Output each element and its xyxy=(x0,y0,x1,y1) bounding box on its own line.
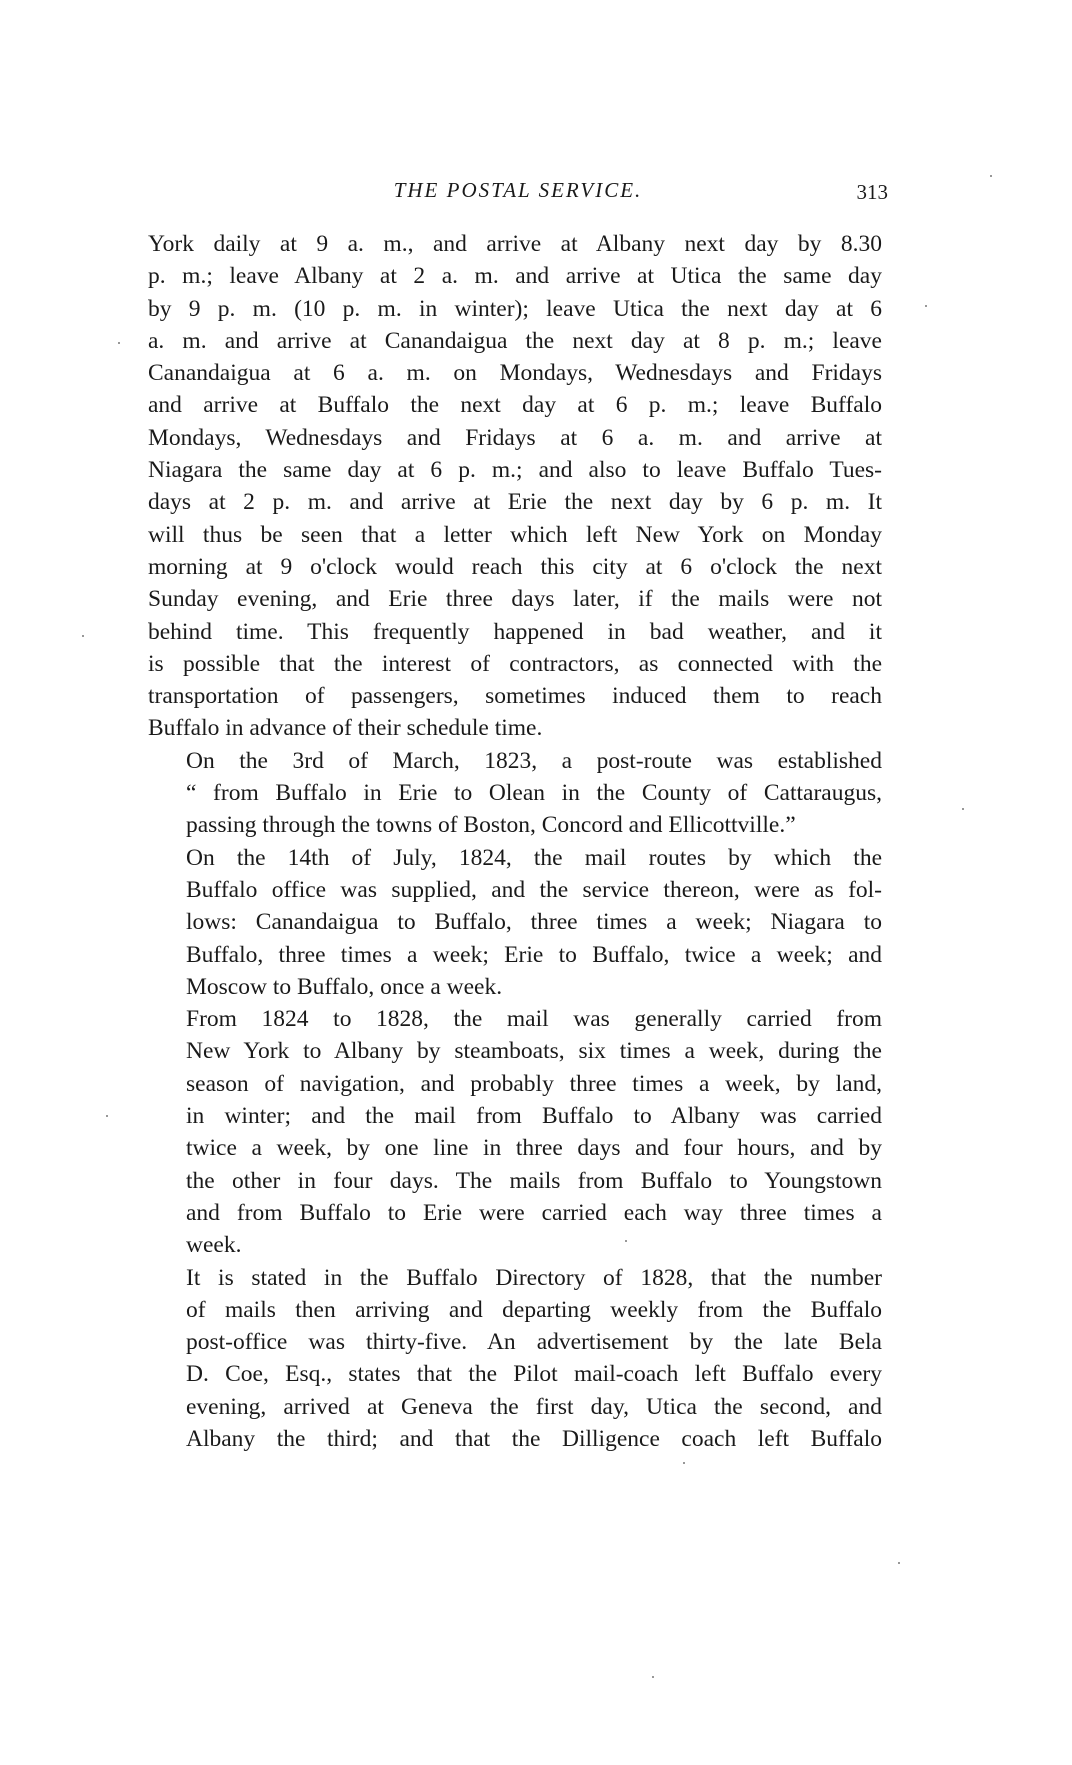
paper-speck xyxy=(118,342,120,344)
text-line: Sunday evening, and Erie three days later, if the mails were not xyxy=(148,586,882,613)
text-line: post-office was thirty-five. An advertisement by the late Bela xyxy=(186,1329,882,1356)
running-head xyxy=(148,178,888,212)
text-line: Moscow to Buffalo, once a week. xyxy=(186,973,503,1000)
paper-speck xyxy=(82,635,84,637)
text-line: Buffalo, three times a week; Erie to Buffalo, twice a week; and xyxy=(186,941,882,968)
body-text xyxy=(148,228,882,1455)
text-line: behind time. This frequently happened in bad weather, and it xyxy=(148,618,882,645)
text-line: transportation of passengers, sometimes induced them to reach xyxy=(148,683,882,710)
paragraph xyxy=(148,228,882,745)
paragraph xyxy=(148,842,882,1003)
text-line: lows: Canandaigua to Buffalo, three times a week; Niagara to xyxy=(186,909,882,936)
text-line: morning at 9 o'clock would reach this city at 6 o'clock the next xyxy=(148,553,882,580)
text-line: From 1824 to 1828, the mail was generally carried from xyxy=(186,1006,882,1033)
text-line: by 9 p. m. (10 p. m. in winter); leave Utica the next day at 6 xyxy=(148,295,882,322)
paper-speck xyxy=(652,1676,654,1678)
text-line: New York to Albany by steamboats, six times a week, during the xyxy=(186,1038,882,1065)
text-line: On the 14th of July, 1824, the mail routes by which the xyxy=(186,844,882,871)
text-line: season of navigation, and probably three times a week, by land, xyxy=(186,1070,882,1097)
paper-speck xyxy=(898,1562,900,1564)
text-line: will thus be seen that a letter which left New York on Monday xyxy=(148,521,882,548)
text-line: passing through the towns of Boston, Concord and Ellicottville.” xyxy=(186,812,796,839)
text-line: the other in four days. The mails from Buffalo to Youngstown xyxy=(186,1167,882,1194)
text-line: On the 3rd of March, 1823, a post-route was established xyxy=(186,747,882,774)
text-line: and arrive at Buffalo the next day at 6 p. m.; leave Buffalo xyxy=(148,392,882,419)
text-line: Buffalo office was supplied, and the service thereon, were as fol- xyxy=(186,876,882,903)
text-line: twice a week, by one line in three days and four hours, and by xyxy=(186,1135,882,1162)
text-line: a. m. and arrive at Canandaigua the next day at 8 p. m.; leave xyxy=(148,327,882,354)
page-number: 313 xyxy=(856,180,888,204)
text-line: of mails then arriving and departing weekly from the Buffalo xyxy=(186,1296,882,1323)
text-line: D. Coe, Esq., states that the Pilot mail-coach left Buffalo every xyxy=(186,1361,882,1388)
paper-speck xyxy=(625,1240,627,1242)
text-line: evening, arrived at Geneva the first day, Utica the second, and xyxy=(186,1393,882,1420)
text-line: days at 2 p. m. and arrive at Erie the next day by 6 p. m. It xyxy=(148,489,882,516)
paper-speck xyxy=(106,1115,108,1117)
text-line: is possible that the interest of contractors, as connected with the xyxy=(148,650,882,677)
paper-speck xyxy=(925,305,927,307)
text-line: Mondays, Wednesdays and Fridays at 6 a. m. and arrive at xyxy=(148,424,882,451)
text-line: York daily at 9 a. m., and arrive at Albany next day by 8.30 xyxy=(148,231,882,257)
text-line: It is stated in the Buffalo Directory of 1828, that the number xyxy=(186,1264,882,1291)
text-line: Albany the third; and that the Dilligence coach left Buffalo xyxy=(186,1425,882,1452)
paper-speck xyxy=(962,808,964,810)
text-line: Niagara the same day at 6 p. m.; and also to leave Buffalo Tues- xyxy=(148,457,882,484)
paragraph xyxy=(148,745,882,842)
paper-speck xyxy=(990,175,992,177)
text-line: in winter; and the mail from Buffalo to Albany was carried xyxy=(186,1103,882,1130)
text-line: “ from Buffalo in Erie to Olean in the County of Cattaraugus, xyxy=(186,780,882,807)
paragraph xyxy=(148,1003,882,1261)
paragraph xyxy=(148,1262,882,1456)
paper-speck xyxy=(683,1462,685,1464)
text-line: Buffalo in advance of their schedule time. xyxy=(148,715,543,742)
running-title: THE POSTAL SERVICE. xyxy=(393,178,643,202)
text-line: p. m.; leave Albany at 2 a. m. and arrive at Utica the same day xyxy=(148,263,882,290)
text-line: week. xyxy=(186,1232,242,1259)
text-line: Canandaigua at 6 a. m. on Mondays, Wednesdays and Fridays xyxy=(148,360,882,387)
text-line: and from Buffalo to Erie were carried each way three times a xyxy=(186,1199,882,1226)
